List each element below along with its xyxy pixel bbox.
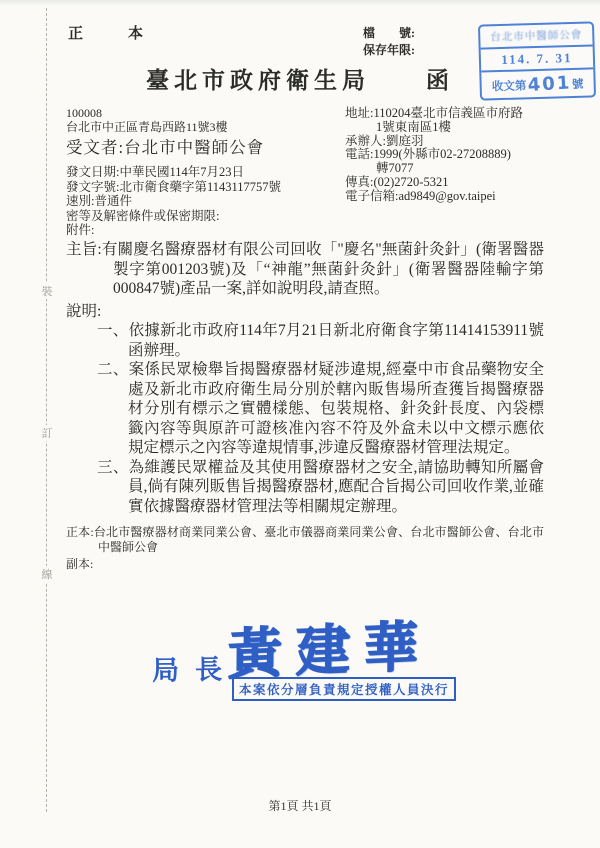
stamp-receipt-no-handwritten: 401	[526, 72, 572, 97]
director-title: 局長	[151, 654, 239, 686]
description-item-1	[97, 321, 544, 360]
copy-recipients-line: 副本:	[66, 557, 94, 571]
page-number: 第1頁 共1頁	[268, 799, 332, 813]
description-items	[97, 321, 544, 516]
subject-text: 有關慶名醫療器材有限公司回收「"慶名"無菌針灸針」(衛署醫器製字第001203號)及「“神龍”無菌針灸針」(衛署醫器陸輸字第000847號)產品一案,詳如說明段,請查照。	[101, 241, 544, 297]
recipient-block	[66, 106, 281, 238]
document-title: 臺北市政府衛生局 函	[146, 68, 454, 93]
stamp-receipt-prefix: 收文第	[491, 80, 527, 94]
stamp-receipt-number	[481, 67, 594, 98]
fax-line: 傳真:(02)2720-5321	[345, 174, 449, 189]
distribution-block	[66, 525, 544, 572]
agency-address-line2: 1號東南區1樓	[376, 119, 452, 134]
description-item-2	[97, 360, 544, 458]
agency-address-line1: 地址:110204臺北市信義區市府路	[345, 106, 524, 120]
item-number: 一、	[97, 322, 129, 339]
director-signature: 黃建華	[227, 616, 433, 686]
subject-paragraph	[66, 240, 544, 299]
attachment-line: 附件:	[66, 223, 95, 237]
stamp-organization: 台北市中醫師公會	[490, 29, 583, 44]
copy-type-label: 正 本	[68, 26, 159, 42]
letter-body	[66, 240, 544, 572]
recipient-name-line: 受文者:台北市中醫師公會	[66, 138, 265, 157]
item-number: 二、	[97, 361, 129, 378]
item-text: 案係民眾檢舉旨揭醫療器材疑涉違規,經臺中市食品藥物安全處及新北市政府衛生局分別於轄內販售場所查獲旨揭醫療器材分別有標示之實體樣態、包裝規格、針灸針長度、內袋標籤內容等與原許可證核准內容不符及外盒未以中文標示應依規定標示之內容等違規情事,涉違反醫療器材管理法規定。	[128, 361, 544, 456]
agency-contact-block	[345, 107, 523, 204]
original-recipients-line	[66, 525, 544, 554]
binding-mark-xian: 線	[39, 566, 55, 582]
binding-mark-zhuang: 裝	[39, 283, 55, 299]
issue-date-line: 發文日期:中華民國114年7月23日	[66, 165, 245, 179]
subject-label: 主旨:	[66, 241, 102, 258]
original-label: 正本:	[66, 525, 94, 539]
issue-number-line: 發文字號:北市衛食藥字第1143117757號	[66, 179, 282, 194]
recipient-street-address: 台北市中正區青島西路11號3樓	[66, 120, 228, 134]
binding-mark-ding: 訂	[39, 425, 55, 441]
security-class-line: 密等及解密條件或保密期限:	[66, 208, 220, 223]
case-officer-line: 承辦人:劉庭羽	[345, 133, 424, 148]
receipt-stamp	[478, 21, 596, 100]
email-line: 電子信箱:ad9849@gov.taipei	[345, 188, 496, 203]
original-recipients: 台北市醫療器材商業同業公會、臺北市儀器商業同業公會、台北市醫師公會、台北市中醫師公會	[93, 525, 544, 554]
stamp-receipt-suffix: 號	[571, 78, 584, 92]
item-text: 依據新北市政府114年7月21日新北府衛食字第11414153911號函辦理。	[128, 322, 544, 359]
authorization-stamp: 本案依分層負責規定授權人員決行	[232, 677, 456, 701]
item-number: 三、	[97, 458, 129, 476]
phone-line1: 電話:1999(外縣市02-27208889)	[345, 147, 511, 162]
item-text: 為維護民眾權益及其使用醫療器材之安全,請協助轉知所屬會員,倘有陳列販售旨揭醫療器材,應配合旨揭公司回收作業,並確實依據醫療器材管理法等相關規定辦理。	[128, 458, 544, 515]
description-label: 說明:	[66, 302, 102, 320]
retention-period-label: 保存年限:	[363, 43, 415, 57]
description-item-3	[97, 458, 544, 517]
speed-class-line: 速別:普通件	[66, 194, 132, 208]
stamp-date: 114. 7. 31	[481, 44, 594, 70]
file-number-label: 檔 號:	[363, 26, 415, 40]
signature-block	[0, 608, 600, 718]
recipient-postal-code: 100008	[66, 106, 102, 120]
phone-line2: 轉7077	[376, 161, 414, 176]
